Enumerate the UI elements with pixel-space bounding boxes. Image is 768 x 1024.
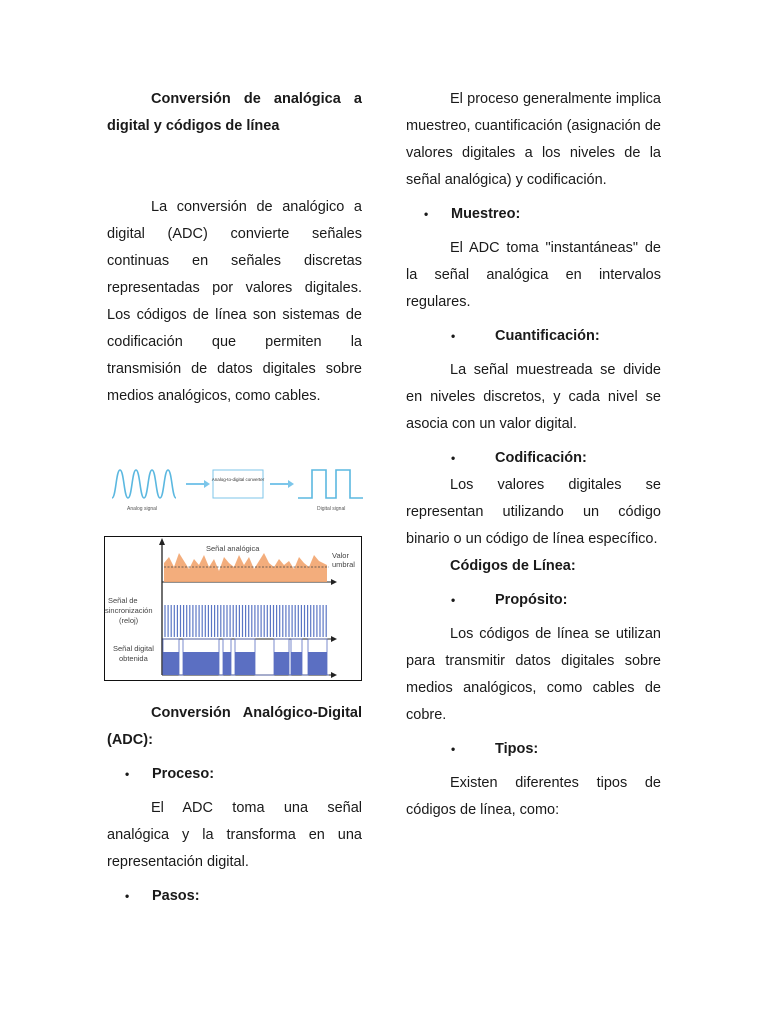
proceso-paragraph: El ADC toma una señal analógica y la transforma en una representación digital. xyxy=(107,800,362,870)
analog-caption: Analog signal xyxy=(127,506,158,512)
analog-signal-label: Señal analógica xyxy=(206,544,260,553)
digital-pulse xyxy=(308,652,327,675)
clock-label-line2: sincronización xyxy=(105,606,153,615)
process-intro: El proceso generalmente implica muestreo, cuantificación (asignación de valores digitales a los niveles de la señal analógica) y codificación. xyxy=(406,91,661,188)
adc-section-heading: Conversión Analógico-Digital (ADC): xyxy=(107,705,362,748)
digital-wave xyxy=(298,470,363,498)
analog-wave xyxy=(112,470,176,498)
codigos-heading: Códigos de Línea: xyxy=(450,558,576,574)
sampling-diagram xyxy=(104,536,362,681)
bullet-proposito: • Propósito: xyxy=(406,587,661,614)
digital-pulse xyxy=(235,652,255,675)
bullet-dot: • xyxy=(451,742,456,756)
digital-pulse xyxy=(291,652,302,675)
adc-block-diagram xyxy=(107,462,365,514)
digital-pulse xyxy=(163,652,179,675)
converter-label: Analog-to-digital converter xyxy=(211,477,265,482)
clock-label-line1: Señal de xyxy=(108,596,138,605)
bullet-tipos: • Tipos: xyxy=(406,736,661,763)
muestreo-paragraph: El ADC toma "instantáneas" de la señal analógica en intervalos regulares. xyxy=(406,240,661,310)
digital-pulse xyxy=(183,652,219,675)
bullet-dot: • xyxy=(424,207,429,221)
codificacion-paragraph: Los valores digitales se representan utilizando un código binario o un código de línea específico. xyxy=(406,477,661,547)
digital-pulse xyxy=(223,652,231,675)
digital-pulse xyxy=(274,652,289,675)
digital-signal xyxy=(163,639,329,675)
bullet-dot: • xyxy=(125,767,130,781)
intro-paragraph: La conversión de analógico a digital (ADC) convierte señales continuas en señales discretas representadas por valores digitales. Los códigos de línea son sistemas de codificación que permiten la transmisión de datos digitales sobre medios analógicos, como cables. xyxy=(107,199,362,404)
cuantificacion-paragraph: La señal muestreada se divide en niveles discretos, y cada nivel se asocia con un valor digital. xyxy=(406,362,661,432)
digital-label-line1: Señal digital xyxy=(113,644,154,653)
proposito-paragraph: Los códigos de línea se utilizan para transmitir datos digitales sobre medios analógicos, como cables de cobre. xyxy=(406,626,661,723)
bullet-dot: • xyxy=(451,451,456,465)
adc-section xyxy=(107,700,362,910)
bullet-muestreo: • Muestreo: xyxy=(406,201,661,228)
clock-signal xyxy=(165,605,326,637)
bullet-pasos: • Pasos: xyxy=(107,883,362,910)
document-title: Conversión de analógica a digital y códigos de línea xyxy=(107,91,362,134)
bullet-cuantificacion: • Cuantificación: xyxy=(406,323,661,350)
threshold-label-line2: umbral xyxy=(332,560,355,569)
digital-label-line2: obtenida xyxy=(119,654,148,663)
digital-caption: Digital signal xyxy=(317,506,346,512)
bullet-codificacion: • Codificación: xyxy=(406,445,661,472)
right-column xyxy=(406,86,661,824)
bullet-dot: • xyxy=(125,889,130,903)
threshold-label-line1: Valor xyxy=(332,551,349,560)
bullet-dot: • xyxy=(451,593,456,607)
bullet-dot: • xyxy=(451,329,456,343)
clock-label-line3: (reloj) xyxy=(119,616,139,625)
tipos-paragraph: Existen diferentes tipos de códigos de línea, como: xyxy=(406,775,661,818)
analog-signal-area xyxy=(164,553,327,582)
bullet-proceso: • Proceso: xyxy=(107,761,362,788)
left-column xyxy=(107,86,362,410)
